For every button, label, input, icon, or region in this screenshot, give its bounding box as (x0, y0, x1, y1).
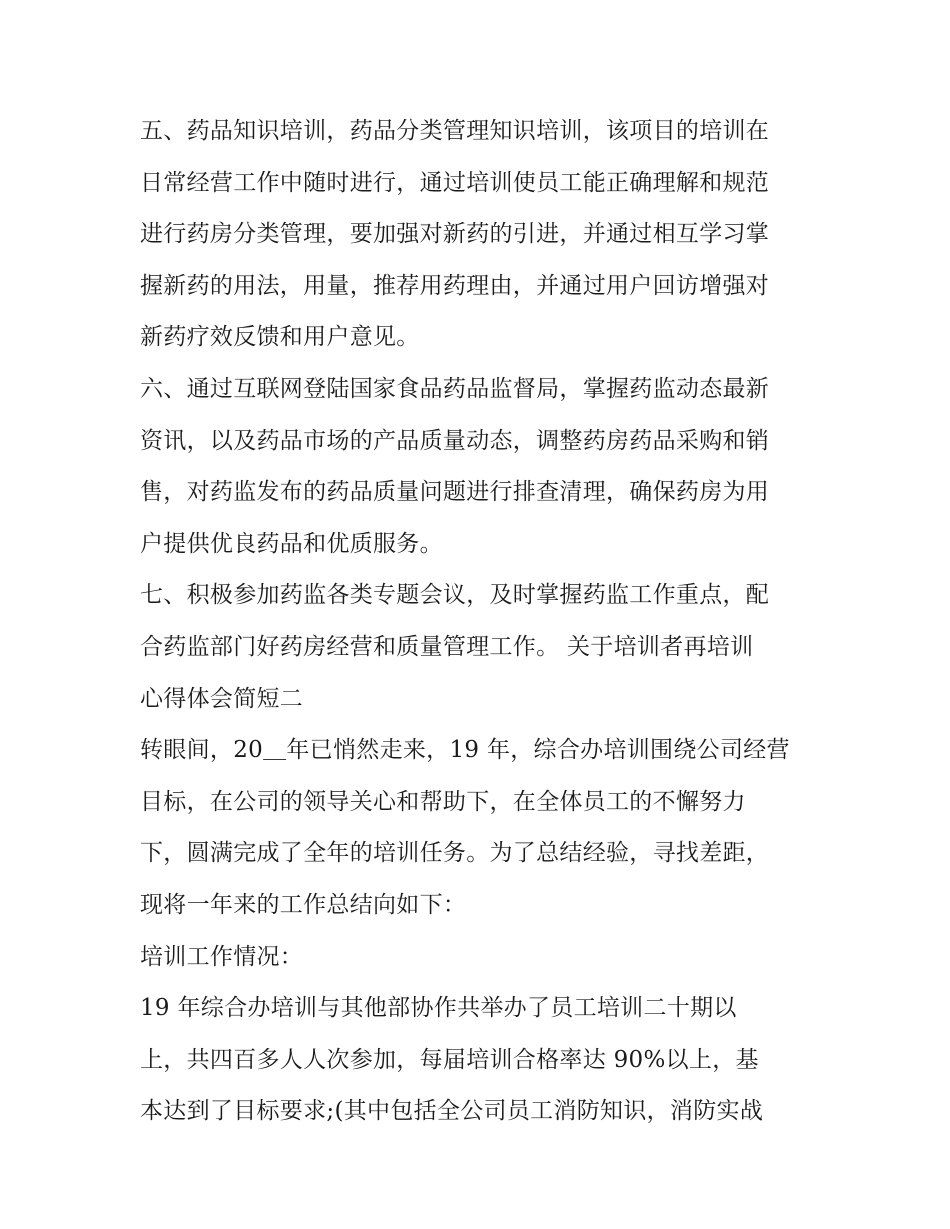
text-line: 本达到了目标要求;(其中包括全公司员工消防知识，消防实战 (140, 1098, 764, 1125)
text-line: 上，共四百多人人次参加，每届培训合格率达 90%以上，基 (140, 1046, 759, 1073)
text-line: 户提供优良药品和优质服务。 (140, 530, 443, 557)
text-line: 七、积极参加药监各类专题会议，及时掌握药监工作重点，配 (140, 582, 770, 609)
text-line: 19 年综合办培训与其他部协作共举办了员工培训二十期以 (140, 995, 737, 1022)
document-body (140, 106, 820, 1138)
text-line: 合药监部门好药房经营和质量管理工作。 关于培训者再培训 (140, 633, 754, 660)
text-line: 现将一年来的工作总结向如下： (140, 891, 467, 918)
text-line: 目标，在公司的领导关心和帮助下，在全体员工的不懈努力 (140, 788, 746, 815)
text-line: 售，对药监发布的药品质量问题进行排查清理，确保药房为用 (140, 479, 770, 506)
text-line: 培训工作情况： (140, 943, 304, 970)
text-line: 下，圆满完成了全年的培训任务。为了总结经验，寻找差距， (140, 840, 770, 867)
text-line: 转眼间，20＿年已悄然走来，19 年，综合办培训围绕公司经营 (140, 737, 790, 764)
text-line: 日常经营工作中随时进行，通过培训使员工能正确理解和规范 (140, 169, 770, 196)
text-line: 资讯，以及药品市场的产品质量动态，调整药房药品采购和销 (140, 427, 770, 454)
text-line: 五、药品知识培训，药品分类管理知识培训，该项目的培训在 (140, 118, 770, 144)
text-line: 心得体会简短二 (140, 685, 304, 712)
text-line: 六、通过互联网登陆国家食品药品监督局，掌握药监动态最新 (140, 375, 770, 402)
text-line: 握新药的用法，用量，推荐用药理由，并通过用户回访增强对 (140, 272, 770, 299)
text-line: 进行药房分类管理，要加强对新药的引进，并通过相互学习掌 (140, 221, 770, 248)
text-line: 新药疗效反馈和用户意见。 (140, 324, 420, 351)
